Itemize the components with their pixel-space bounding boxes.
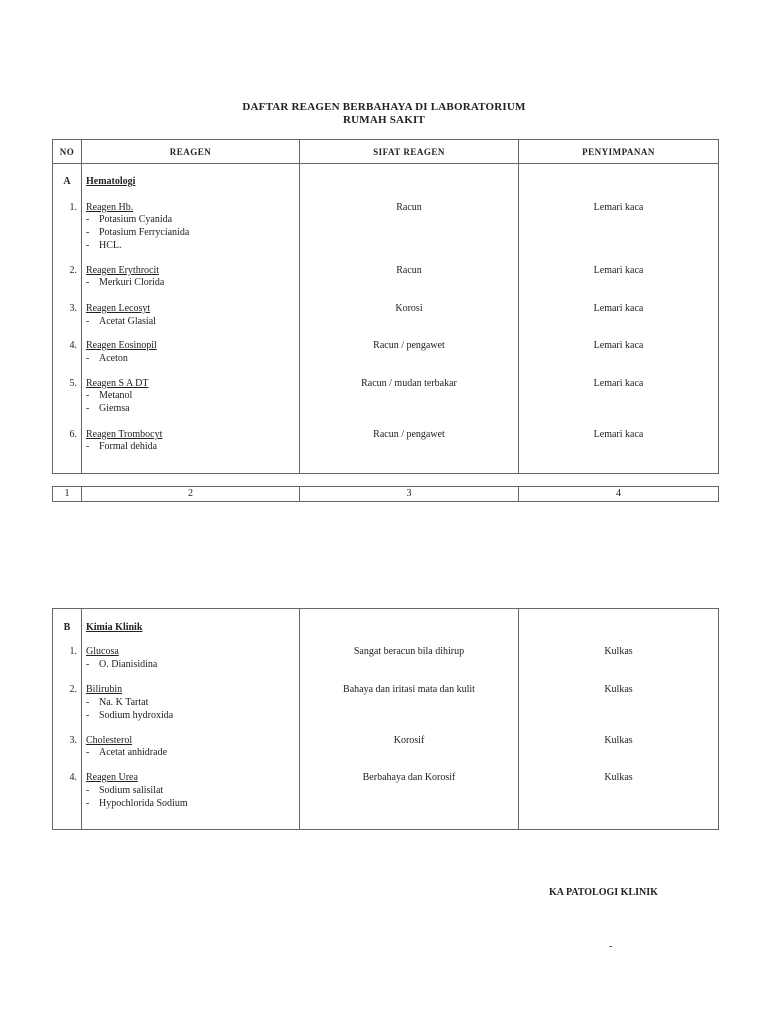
reagent-component: - Acetat anhidrade	[86, 747, 168, 758]
reagent-component: - Hypochlorida Sodium	[86, 798, 188, 809]
reagent-name: Reagen Erythrocit	[86, 265, 160, 276]
reagent-component: - HCL.	[86, 240, 122, 251]
reagent-property: Racun	[396, 265, 422, 276]
item-number: 3.	[69, 735, 77, 746]
reagent-storage: Kulkas	[604, 684, 633, 695]
reagent-name: Reagen S A DT	[86, 378, 149, 389]
reagent-component: - Acetat Glasial	[86, 316, 156, 327]
reagent-name: Reagen Hb.	[86, 202, 134, 213]
section-letter: A	[63, 176, 71, 187]
item-number: 5.	[69, 378, 77, 389]
reagent-storage: Lemari kaca	[593, 378, 644, 389]
reagent-storage: Lemari kaca	[593, 202, 644, 213]
reagent-storage: Lemari kaca	[593, 265, 644, 276]
reagent-property: Berbahaya dan Korosif	[362, 772, 456, 783]
header-no: NO	[59, 147, 75, 157]
reagent-property: Racun / mudan terbakar	[361, 378, 457, 389]
section-name: Kimia Klinik	[86, 622, 143, 633]
reagent-name: Cholesterol	[86, 735, 133, 746]
reagent-storage: Kulkas	[604, 772, 633, 783]
reagent-name: Reagen Lecosyt	[86, 303, 151, 314]
item-number: 2.	[69, 265, 77, 276]
item-number: 1.	[69, 202, 77, 213]
reagent-component: - Formal dehida	[86, 441, 158, 452]
item-number: 4.	[69, 340, 77, 351]
column-number: 1	[64, 488, 70, 499]
document-title: DAFTAR REAGEN BERBAHAYA DI LABORATORIUM	[242, 101, 526, 113]
signature-title: KA PATOLOGI KLINIK	[549, 887, 658, 898]
reagent-component: - Merkuri Clorida	[86, 277, 165, 288]
reagent-component: - O. Dianisidina	[86, 659, 158, 670]
header-reagen: REAGEN	[169, 147, 212, 157]
item-number: 3.	[69, 303, 77, 314]
reagent-component: - Sodium salisilat	[86, 785, 164, 796]
reagent-name: Reagen Eosinopil	[86, 340, 157, 351]
column-number: 3	[406, 488, 412, 499]
reagent-storage: Kulkas	[604, 735, 633, 746]
column-number-row	[52, 486, 719, 502]
reagent-property: Korosi	[395, 303, 423, 314]
reagent-component: - Metanol	[86, 390, 133, 401]
reagent-component: - Giemsa	[86, 403, 130, 414]
item-number: 4.	[69, 772, 77, 783]
header-penyimpanan: PENYIMPANAN	[582, 147, 655, 157]
reagent-storage: Lemari kaca	[593, 429, 644, 440]
reagent-name: Reagen Urea	[86, 772, 138, 783]
reagent-name: Bilirubin	[86, 684, 123, 695]
reagent-property: Racun / pengawet	[373, 340, 445, 351]
reagent-property: Bahaya dan iritasi mata dan kulit	[343, 684, 475, 695]
table-hematologi	[52, 139, 719, 474]
header-sifat-reagen: SIFAT REAGEN	[373, 147, 445, 157]
reagent-property: Racun	[396, 202, 422, 213]
reagent-storage: Lemari kaca	[593, 303, 644, 314]
reagent-storage: Kulkas	[604, 646, 633, 657]
item-number: 2.	[69, 684, 77, 695]
reagent-component: - Potasium Cyanida	[86, 214, 173, 225]
reagent-storage: Lemari kaca	[593, 340, 644, 351]
item-number: 6.	[69, 429, 77, 440]
reagent-property: Racun / pengawet	[373, 429, 445, 440]
reagent-property: Korosif	[393, 735, 425, 746]
reagent-name: Reagen Trombocyt	[86, 429, 163, 440]
signature-mark: -	[609, 941, 613, 952]
reagent-component: - Sodium hydroxida	[86, 710, 174, 721]
column-number: 2	[188, 488, 193, 499]
column-number: 4	[616, 488, 621, 499]
document-subtitle: RUMAH SAKIT	[343, 114, 425, 126]
reagent-property: Sangat beracun bila dihirup	[353, 646, 465, 657]
table-kimia-klinik	[52, 608, 719, 830]
reagent-component: - Potasium Ferrycianida	[86, 227, 190, 238]
section-letter: B	[63, 622, 71, 633]
reagent-component: - Aceton	[86, 353, 128, 364]
section-name: Hematologi	[86, 176, 136, 187]
item-number: 1.	[69, 646, 77, 657]
reagent-name: Glucosa	[86, 646, 119, 657]
reagent-component: - Na. K Tartat	[86, 697, 149, 708]
